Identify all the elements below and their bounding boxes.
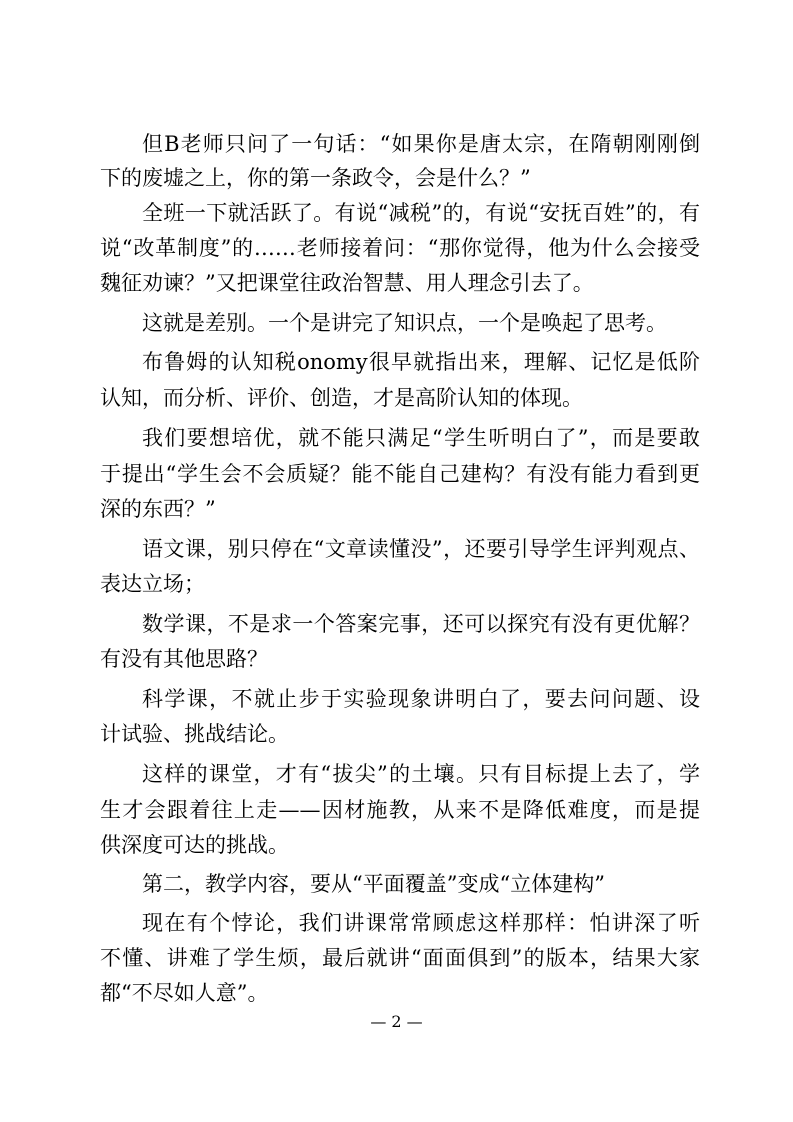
text-line: 深的东西？” <box>100 497 216 521</box>
text-line: 不懂、讲难了学生烦，最后就讲“面面俱到”的版本，结果大家 <box>100 946 700 970</box>
text-line: 但B老师只问了一句话：“如果你是唐太宗，在隋朝刚刚倒 <box>142 132 700 156</box>
text-line: 现在有个悖论，我们讲课常常顾虑这样那样：怕讲深了听 <box>142 911 700 935</box>
page-number: — 2 — <box>370 1012 423 1031</box>
text-line: 生才会跟着往上走——因材施教，从来不是降低难度，而是提 <box>100 798 700 822</box>
text-line: 计试验、挑战结论。 <box>100 722 289 746</box>
text-line: 表达立场； <box>100 572 205 596</box>
text-line: 于提出“学生会不会质疑？能不能自己建构？有没有能力看到更 <box>100 462 700 486</box>
text-line: 供深度可达的挑战。 <box>100 833 289 857</box>
text-line: 语文课，别只停在“文章读懂没”，还要引导学生评判观点、 <box>142 537 700 561</box>
text-line: 都“不尽如人意”。 <box>100 981 269 1005</box>
text-line: 魏征劝谏？”又把课堂往政治智慧、用人理念引去了。 <box>100 271 594 295</box>
text-line: 认知，而分析、评价、创造，才是高阶认知的体现。 <box>100 386 583 410</box>
text-line: 有没有其他思路？ <box>100 647 268 671</box>
section-heading: 第二，教学内容，要从“平面覆盖”变成“立体建构” <box>142 872 605 896</box>
text-line: 全班一下就活跃了。有说“减税”的，有说“安抚百姓”的，有 <box>142 201 700 225</box>
text-line: 这就是差别。一个是讲完了知识点，一个是唤起了思考。 <box>142 311 667 335</box>
text-line: 我们要想培优，就不能只满足“学生听明白了”，而是要敢 <box>142 426 700 450</box>
text-line: 数学课，不是求一个答案完事，还可以探究有没有更优解？ <box>142 612 700 636</box>
text-line: 下的废墟之上，你的第一条政令，会是什么？” <box>100 166 531 190</box>
text-line: 说“改革制度”的……老师接着问：“那你觉得，他为什么会接受 <box>100 236 700 260</box>
text-line: 布鲁姆的认知税onomy很早就指出来，理解、记忆是低阶 <box>142 350 700 374</box>
text-line: 这样的课堂，才有“拔尖”的土壤。只有目标提上去了，学 <box>142 762 700 786</box>
text-line: 科学课，不就止步于实验现象讲明白了，要去问问题、设 <box>142 687 700 711</box>
